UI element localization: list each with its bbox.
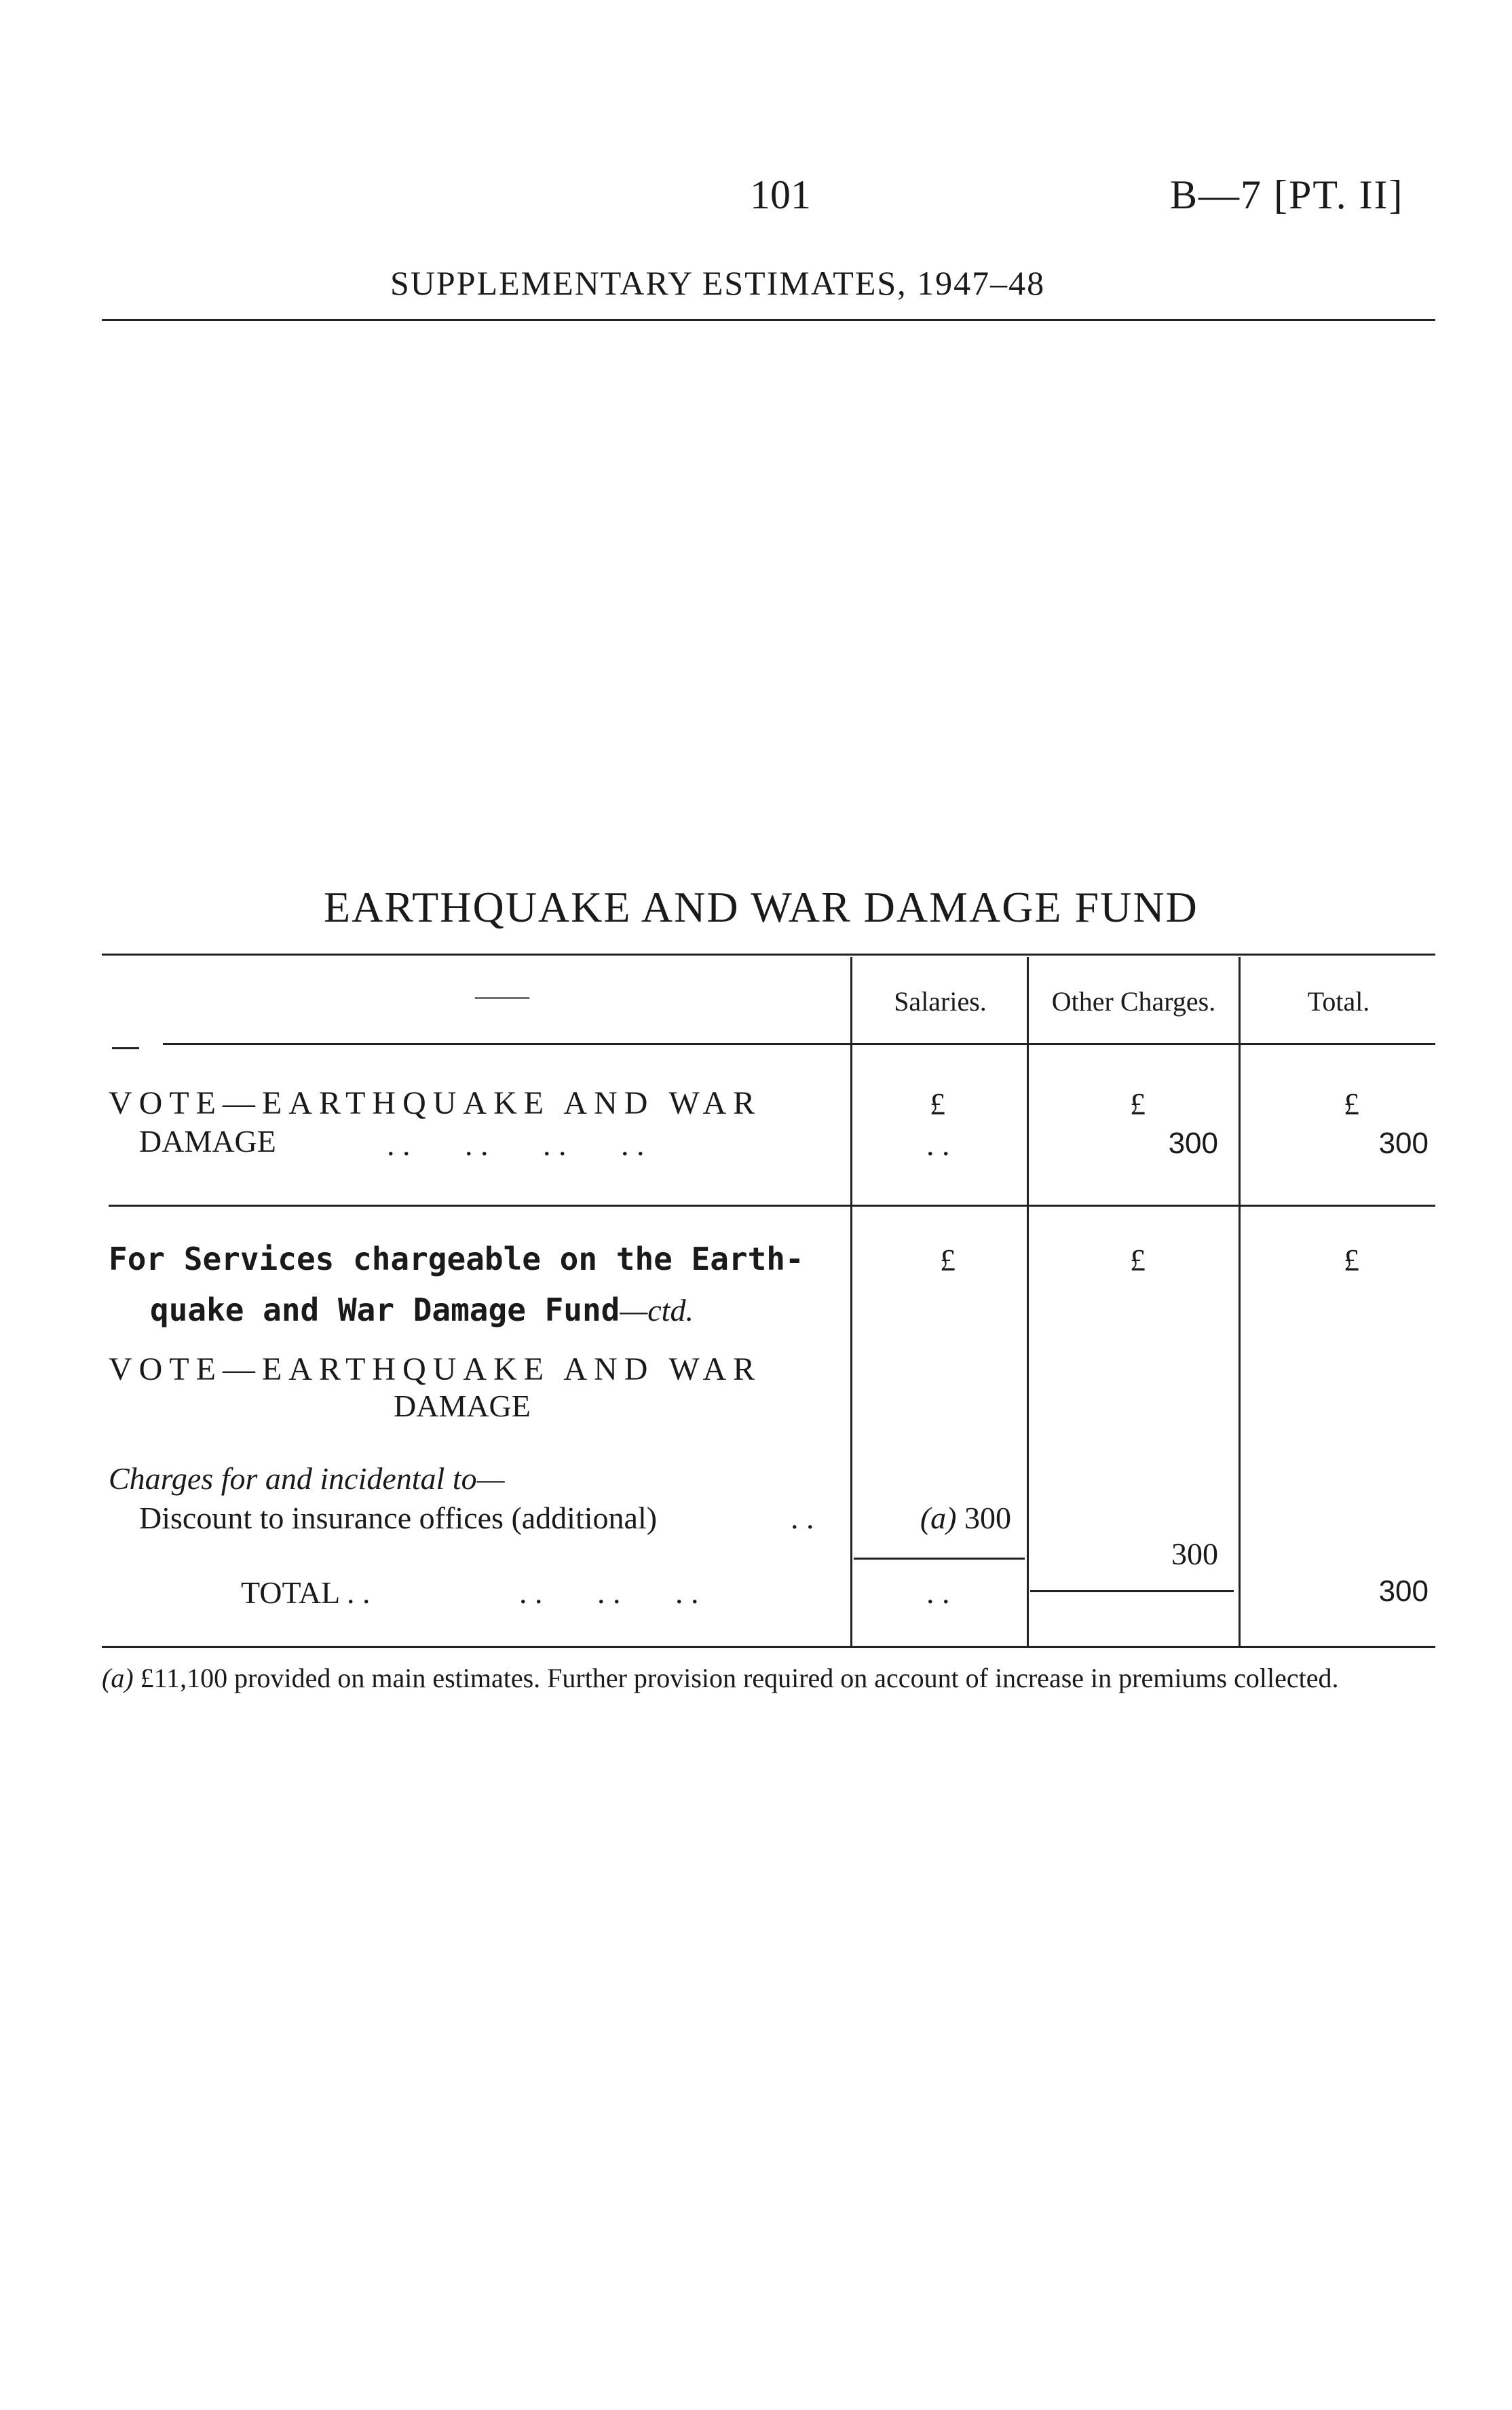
other-subtotal-value: 300 xyxy=(1171,1537,1218,1571)
detail-vote-line1: VOTE—EARTHQUAKE AND WAR xyxy=(109,1351,762,1387)
header-rule xyxy=(102,319,1435,321)
summary-leader: . . . . . . . . xyxy=(387,1127,645,1162)
summary-bottom-rule xyxy=(109,1205,1435,1207)
footnote-ref-a: (a) xyxy=(920,1501,957,1535)
col-divider-2 xyxy=(1027,957,1029,1646)
other-subtotal-rule xyxy=(1030,1590,1234,1592)
item-discount-salaries xyxy=(858,1500,1011,1536)
footnote-ref: (a) xyxy=(102,1663,134,1693)
summary-other-unit: £ xyxy=(1130,1087,1146,1121)
col-header-other-charges: Other Charges. xyxy=(1051,986,1216,1017)
detail-other-unit: £ xyxy=(1130,1243,1146,1277)
running-title: SUPPLEMENTARY ESTIMATES, 1947–48 xyxy=(390,264,1046,302)
header-bottom-rule xyxy=(163,1043,1435,1045)
header-stub-rule xyxy=(112,1047,139,1049)
detail-salaries-unit: £ xyxy=(940,1243,956,1277)
total-label: TOTAL . . xyxy=(241,1575,371,1610)
charges-heading: Charges for and incidental to— xyxy=(109,1461,505,1496)
summary-vote-line1: VOTE—EARTHQUAKE AND WAR xyxy=(109,1085,762,1121)
footnote xyxy=(102,1661,1445,1695)
item-discount-salaries-value: 300 xyxy=(964,1501,1011,1535)
total-total: 300 xyxy=(1378,1575,1429,1608)
page-number: 101 xyxy=(750,172,811,217)
total-leader: . . . . . . xyxy=(519,1575,699,1610)
summary-total-value: 300 xyxy=(1378,1127,1429,1160)
services-heading-line1: For Services chargeable on the Earth- xyxy=(109,1241,804,1277)
col-divider-3 xyxy=(1239,957,1241,1646)
table-top-rule xyxy=(102,954,1435,956)
footnote-text: £11,100 provided on main estimates. Further provision required on account of increase in premiums collected. xyxy=(140,1663,1339,1693)
bottom-rule xyxy=(102,1646,1435,1648)
col-divider-1 xyxy=(850,957,852,1646)
summary-total-unit: £ xyxy=(1344,1087,1359,1121)
detail-total-unit: £ xyxy=(1344,1243,1359,1277)
col-header-salaries: Salaries. xyxy=(894,986,987,1017)
services-heading-bold: quake and War Damage Fund xyxy=(150,1292,620,1328)
item-discount-leader: . . xyxy=(791,1501,814,1535)
salaries-subtotal-rule xyxy=(854,1558,1025,1560)
item-discount-label: Discount to insurance offices (additional) xyxy=(139,1501,658,1535)
services-heading-line2 xyxy=(139,1279,694,1340)
summary-vote-line2: DAMAGE xyxy=(139,1124,276,1159)
detail-vote-line2: DAMAGE xyxy=(394,1389,531,1423)
summary-salaries-value: . . xyxy=(926,1127,950,1162)
col-header-blank: —— xyxy=(475,980,529,1011)
services-heading-ctd: —ctd. xyxy=(620,1293,694,1328)
summary-salaries-unit: £ xyxy=(930,1087,945,1121)
fund-title: EARTHQUAKE AND WAR DAMAGE FUND xyxy=(324,883,1198,931)
document-reference: B—7 [PT. II] xyxy=(1170,172,1404,217)
total-salaries: . . xyxy=(926,1575,950,1610)
summary-other-value: 300 xyxy=(1168,1127,1218,1160)
col-header-total: Total. xyxy=(1307,986,1370,1017)
